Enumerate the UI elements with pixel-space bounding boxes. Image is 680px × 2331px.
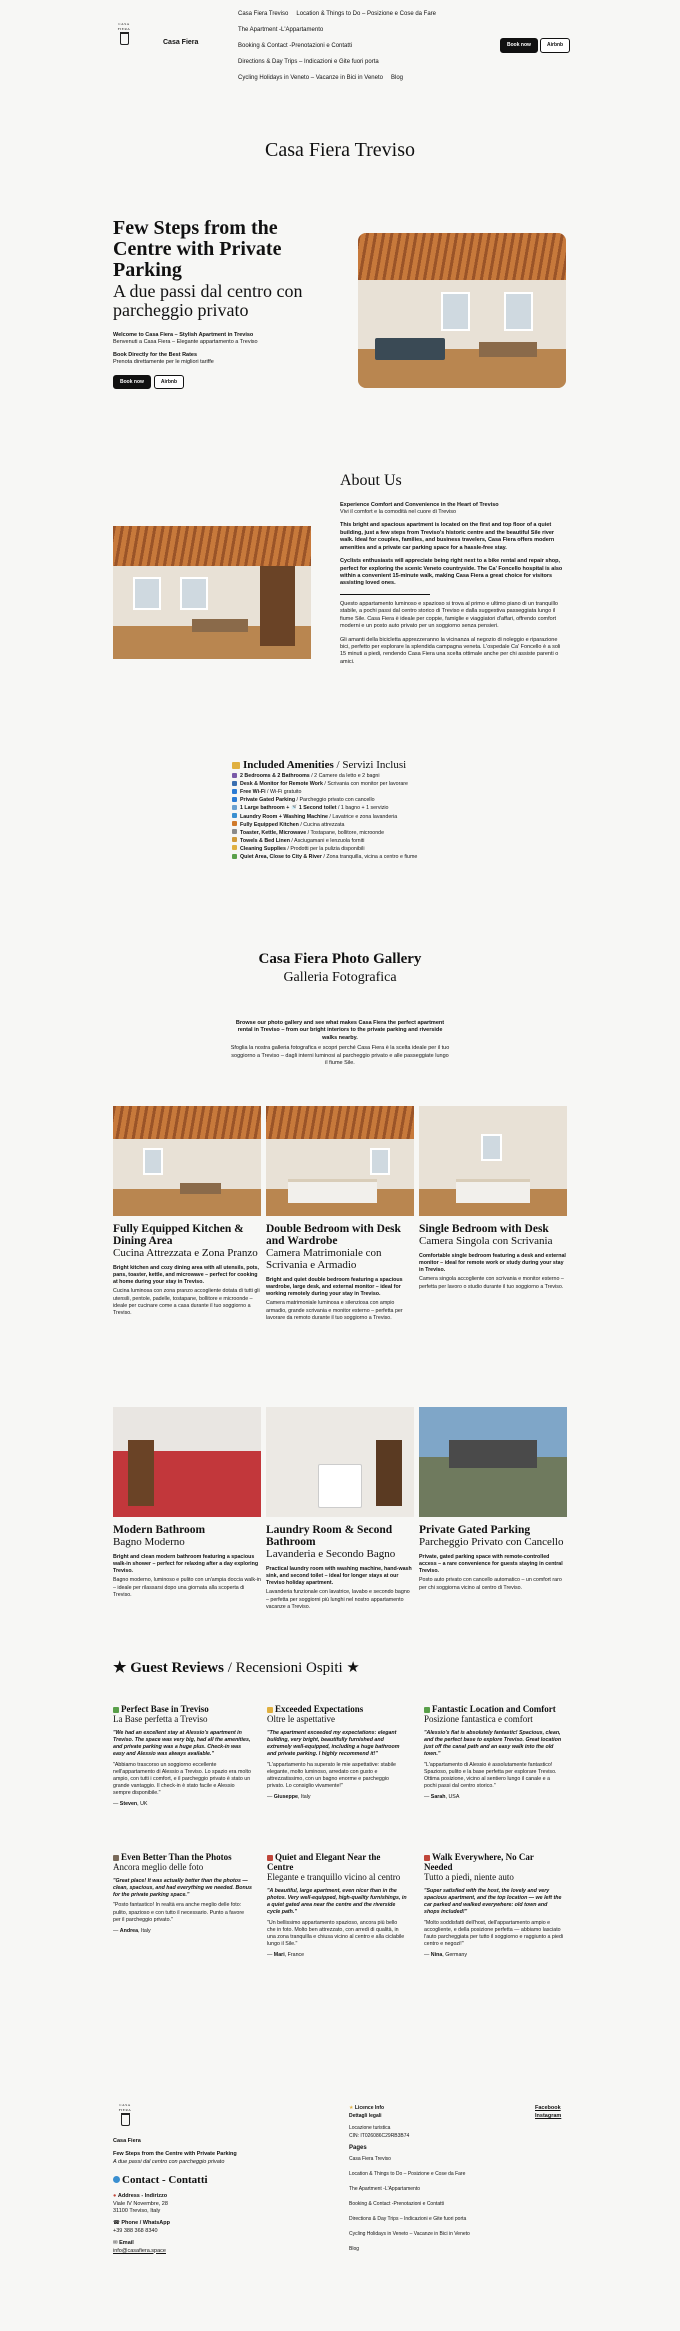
amenity-label-en: Private Gated Parking [240,797,296,804]
review-quote-en: "The apartment exceeded my expectations: elegant building, very bright, beautifully furnished and extremely well-equipped, including a huge bathroom and private parking. I highly recommend it!" [267,1730,400,1758]
gallery-card-title: Private Gated Parking [419,1524,531,1536]
gallery-photo[interactable] [113,1106,261,1216]
amenities-list [232,772,492,861]
review-author: — Mari, France [267,1952,305,1959]
review-author: — Andrea, Italy [113,1927,151,1934]
review-author: — Sarah, USA [424,1794,460,1801]
hero-subtitle: A due passi dal centro con parcheggio privato [113,281,303,320]
amenity-icon [232,789,237,794]
review-quote-en: "Alessio's flat is absolutely fantastic! Spacious, clean, and the perfect base to explore Treviso. Great location just off the canal path and an easy walk into the old town." [424,1730,562,1758]
licence-label: Licence Info [354,2105,385,2111]
amenity-icon [232,781,237,786]
about-photo [113,526,311,659]
pages-label: Pages [349,2145,367,2151]
amenity-item [232,796,492,804]
about-p1: This bright and spacious apartment is located on the first and top floor of a quiet building, just a few steps from Treviso's historic centre and the beautiful Sile river walk. Ideal for couples, families, and business travelers, Casa Fiera offers modern amenities and a private car parking space for a hassle-free stay. [340,522,555,551]
gallery-card-desc-en [113,1554,261,1575]
footer-page-link[interactable]: Casa Fiera Treviso [349,2156,391,2162]
review-quote-en: "Super satisfied with the host, the lovely and very spacious apartment, and the top location — we left the car parked and walked everywhere: old town and shops included!" [424,1888,562,1916]
amenity-label-it: / Prodotti per la pulizia disponibili [285,845,365,852]
review-author-country: , Italy [297,1794,311,1801]
header-book-now-button[interactable]: Book now [500,38,538,53]
star-icon: ★ [349,2105,354,2111]
gallery-card [266,1407,414,1613]
review-card [424,1704,564,1801]
gallery-header [0,949,680,988]
review-title [267,1852,407,1872]
gallery-intro [0,1020,680,1071]
review-title [267,1704,407,1714]
review-author-name: Andrea [119,1927,139,1934]
review-subtitle: Oltre le aspettative [267,1714,335,1724]
footer-logo[interactable] [113,2103,137,2129]
review-card [113,1852,253,1935]
gallery-photo[interactable] [419,1407,567,1517]
amenity-label-it: / 1 bagno + 1 servizio [336,805,389,812]
gallery-card-desc-en [419,1554,567,1575]
logo-text: CASA FIERA [117,22,131,31]
footer-page-link[interactable]: Blog [349,2246,360,2252]
review-author-name: Nina [430,1952,443,1959]
review-author-country: , USA [445,1794,460,1801]
email-label: Email [119,2240,134,2247]
review-author-name: Mari [273,1952,285,1959]
gallery-title: Casa Fiera Photo Gallery [258,951,422,967]
gallery-subtitle: Galleria Fotografica [283,970,397,986]
review-card [267,1704,407,1801]
amenity-label-en: Fully Equipped Kitchen [240,821,299,828]
review-title [424,1852,564,1872]
cup-icon [120,32,129,45]
review-icon [424,1855,430,1861]
book-direct-bold: Book Directly for the Best Rates [113,351,198,358]
amenity-item [232,829,492,837]
gallery-card-desc-it: Camera matrimoniale luminosa e silenziosa con ampio armadio, grande scrivania e monitor esterno – perfetta per lavorare da remoto durante il tuo soggiorno a Treviso. [266,1300,403,1321]
gallery-card [419,1106,567,1293]
review-card [113,1704,253,1808]
globe-icon [113,2176,120,2183]
review-subtitle: Elegante e tranquillo vicino al centro [267,1872,401,1882]
nav-item-cycling[interactable]: Cycling Holidays in Veneto – Vacanze in Bici in Veneto [238,75,383,81]
gallery-intro-it: Sfoglia la nostra galleria fotografica e scopri perché Casa Fiera è la scelta ideale per il tuo soggiorno a Treviso – dagli interni luminosi al parcheggio privato e alle passeggiate lungo il fiume Sile. [230,1045,450,1067]
footer-brand: Casa Fiera [113,2138,141,2144]
amenities-title: Included Amenities / Servizi Inclusi [232,761,492,769]
review-quote-en: "Great place! It was actually better than the photos — clean, spacious, and had everything we needed. Bonus for the private parking space." [113,1878,252,1899]
phone-label: Phone / WhatsApp [121,2220,170,2227]
address-line-1: Viale IV Novembre, 28 [113,2200,168,2207]
amenity-item [232,853,492,861]
nav-item-home[interactable]: Casa Fiera Treviso [238,11,289,17]
reviews-title: ★ Guest Reviews / Recensioni Ospiti ★ [113,1660,360,1676]
review-author-country: , Germany [442,1952,467,1959]
amenity-label-it: / Parcheggio privato con cancello [295,797,375,804]
gallery-card-desc-it: Bagno moderno, luminoso e pulito con un'ampia doccia walk-in – ideale per rilassarsi dopo una giornata alla scoperta di Treviso. [113,1577,261,1598]
legal-label: Dettagli legali [349,2113,382,2119]
address-label: Address - Indirizzo [117,2193,168,2200]
pin-icon: ● [113,2193,117,2200]
amenity-label-it: / Scrivania con monitor per lavorare [322,781,408,788]
review-title-text: Quiet and Elegant Near the Centre [267,1852,381,1872]
review-quote-it: "L'appartamento ha superato le mie aspettative: stabile elegante, molto luminoso, arredato con gusto e attrezzatissimo, con un bagno enorme e parcheggio privato. Lo consiglio vivamente!" [267,1761,396,1789]
cup-icon [121,2113,130,2126]
gallery-card-subtitle: Camera Singola con Scrivania [419,1235,553,1247]
nav-item-blog[interactable]: Blog [390,75,403,81]
gallery-photo[interactable] [113,1407,261,1517]
amenity-icon [232,829,237,834]
footer-tagline: Few Steps from the Centre with Private Parking [113,2151,237,2158]
gallery-card-desc-bold: Bright kitchen and cozy dining area with all utensils, pots, pans, toaster, kettle, and microwave – perfect for cooking at home during your stay in Treviso. [113,1265,259,1286]
contact-title: Contact - Contatti [122,2174,208,2187]
review-icon [267,1707,273,1713]
review-title-text: Perfect Base in Treviso [121,1704,209,1714]
footer-page-link[interactable]: Booking & Contact -Prenotazioni e Contatti [349,2201,445,2207]
amenity-item [232,788,492,796]
hero-section [113,218,333,389]
amenity-label-it: / Zona tranquilla, vicina a centro e fiume [321,854,418,861]
welcome-it: Benvenuti a Casa Fiera – Elegante appartamento a Treviso [113,339,258,346]
email-icon: ✉ [113,2240,118,2247]
sparkle-icon [232,762,240,769]
review-author: — Giuseppe, Italy [267,1794,311,1801]
gallery-intro-bold: Browse our photo gallery and see what makes Casa Fiera the perfect apartment rental in Treviso – from our bright interiors to the private parking and riverside walks nearby. [235,1020,445,1041]
about-p4: Gli amanti della bicicletta apprezzeranno la vicinanza al negozio di noleggio e riparazione bici, perfetto per esplorare la splendida campagna veneta. L'ospedale Ca' Foncello è a soli 15 minuti a piedi, rendendo Casa Fiera una scelta ottimale anche per chi assiste parenti o amici. [340,636,561,665]
amenity-label-en: 1 Large bathroom + 🚿 1 Second toilet [240,805,337,812]
gallery-card-subtitle: Lavanderia e Secondo Bagno [266,1548,396,1560]
gallery-card-subtitle: Bagno Moderno [113,1536,185,1548]
gallery-card-desc-en [266,1566,414,1587]
phone-value[interactable]: +39 388 368 8340 [113,2227,158,2234]
site-logo[interactable] [112,22,136,48]
nav-item-booking[interactable]: Booking & Contact -Prenotazioni e Contatti [238,43,353,49]
amenity-icon [232,805,237,810]
phone-icon: ☎ [113,2220,120,2227]
gallery-card-subtitle: Cucina Attrezzata e Zona Pranzo [113,1247,258,1259]
amenity-icon [232,813,237,818]
amenity-item [232,837,492,845]
review-card [267,1852,407,1959]
gallery-card-desc-bold: Comfortable single bedroom featuring a desk and external monitor – ideal for remote work or study during your stay in Treviso. [419,1253,566,1274]
amenity-item [232,780,492,788]
address-line-2: 31100 Treviso, Italy [113,2207,161,2214]
amenity-label-en: 2 Bedrooms & 2 Bathrooms [240,773,310,780]
amenity-label-en: Quiet Area, Close to City & River [240,854,322,861]
gallery-card-desc-it: Posto auto privato con cancello automatico – un comfort raro per chi soggiorna vicino al centro di Treviso. [419,1577,562,1591]
amenity-label-it: / 2 Camere da letto e 2 bagni [309,773,380,780]
review-subtitle: Tutto a piedi, niente auto [424,1872,514,1882]
book-direct-it: Prenota direttamente per le migliori tariffe [113,359,214,366]
amenity-icon [232,773,237,778]
review-title-text: Even Better Than the Photos [121,1852,232,1862]
amenity-icon [232,845,237,850]
amenity-label-en: Cleaning Supplies [240,845,286,852]
review-title [424,1704,564,1714]
amenity-label-it: / Wi-Fi gratuito [265,789,302,796]
review-subtitle: Ancora meglio delle foto [113,1862,204,1872]
gallery-card-title: Laundry Room & Second Bathroom [266,1524,393,1548]
review-icon [113,1707,119,1713]
gallery-card [113,1106,261,1319]
review-title-text: Fantastic Location and Comfort [432,1704,556,1714]
review-quote-en: "We had an excellent stay at Alessio's apartment in Treviso. The space was very big, had all the amenities, and private parking was a huge plus. Check-in was easy and Alessio was always available." [113,1730,251,1758]
review-subtitle: La Base perfetta a Treviso [113,1714,208,1724]
page-title: Casa Fiera Treviso [265,139,415,161]
amenity-item [232,772,492,780]
site-header [0,0,680,81]
header-airbnb-button[interactable]: Airbnb [540,38,570,53]
amenity-item [232,821,492,829]
review-title [113,1852,253,1862]
about-lead-bold: Experience Comfort and Convenience in the Heart of Treviso [340,501,499,508]
gallery-card-title: Single Bedroom with Desk [419,1223,549,1235]
gallery-card-desc-bold: Bright and clean modern bathroom featuring a spacious walk-in shower – perfect for relaxing after a day exploring Treviso. [113,1554,259,1575]
hero-living-room-photo [358,233,566,388]
cin-text: CIN: IT026086C29RB3B74 [349,2133,410,2139]
review-author-country: , Italy [138,1927,151,1934]
footer-tagline-it: A due passi dal centro con parcheggio privato [113,2158,225,2165]
about-p3: Questo appartamento luminoso e spazioso si trova al primo e ultimo piano di un tranquillo stabile, a pochi passi dal centro storico di Treviso e dalla suggestiva passeggiata lungo il fiume Sile. Casa Fiera è ideale per coppie, famiglie e viaggiatori d'affari, offrendo comfort moderni e un posto auto privato per un soggiorno senza pensieri. [340,600,558,630]
amenity-item [232,813,492,821]
review-author-name: Steven [119,1801,138,1808]
review-title [113,1704,253,1714]
amenity-label-en: Toaster, Kettle, Microwave [240,829,307,836]
footer-social [535,2104,561,2120]
amenity-label-en: Free Wi-Fi [240,789,266,796]
gallery-card [419,1407,567,1594]
site-brand[interactable]: Casa Fiera [163,39,199,46]
amenity-icon [232,797,237,802]
nav-item-apartment[interactable]: The Apartment -L'Appartamento [238,27,324,33]
gallery-photo[interactable] [266,1407,414,1517]
review-quote-it: "Un bellissimo appartamento spazioso, ancora più bello che in foto. Molto ben attrezzato, con arredi di qualità, in una zona tranquilla e chiusa vicino al centro e alla ciclabile lungo il Sile." [267,1919,405,1947]
amenity-icon [232,854,237,859]
amenity-item [232,804,492,812]
footer-page-link[interactable]: Directions & Day Trips – Indicazioni e Gite fuori porta [349,2216,467,2222]
email-link[interactable]: info@casafiera.space [113,2247,166,2254]
hero-book-now-button[interactable]: Book now [113,375,151,390]
review-quote-it: "L'appartamento di Alessio è assolutamente fantastico! Spazioso, pulito e la base perfetta per esplorare Treviso. Ottima posizione, vicino al sentiero lungo il canale e a pochi passi dal centro storico." [424,1761,557,1789]
hero-airbnb-button[interactable]: Airbnb [154,375,184,390]
gallery-card-desc-it: Lavanderia funzionale con lavatrice, lavabo e secondo bagno – perfetta per soggiorni più lunghi nel nostro appartamento vacanze a Treviso. [266,1589,410,1610]
gallery-card-desc-bold: Practical laundry room with washing machine, hand-wash sink, and second toilet – ideal for longer stays at our Treviso holiday apartment. [266,1566,412,1587]
gallery-card-desc-it: Camera singola accogliente con scrivania e monitor esterno – perfetta per lavoro o studio durante il tuo soggiorno a Treviso. [419,1276,564,1290]
gallery-card-desc-en [419,1253,567,1274]
review-title-text: Exceeded Expectations [275,1704,364,1714]
main-nav [238,6,478,86]
about-title: About Us [340,472,402,489]
gallery-card [266,1106,414,1324]
divider [340,594,430,595]
review-title-text: Walk Everywhere, No Car Needed [424,1852,534,1872]
gallery-card-title: Double Bedroom with Desk and Wardrobe [266,1223,401,1247]
amenity-label-it: / Lavatrice e zona lavanderia [327,813,398,820]
footer-logo-text: CASA FIERA [118,2103,132,2112]
review-quote-en: "A beautiful, large apartment, even nicer than in the photos. Very well-equipped, high-quality furnishings, in a quiet gated area near the centre and the riverside cycle path." [267,1888,407,1916]
review-author-country: , UK [137,1801,148,1808]
gallery-photo[interactable] [419,1106,567,1216]
review-quote-it: "Abbiamo trascorso un soggiorno eccellente nell'appartamento di Alessio a Treviso. Lo spazio era molto ampio, con tutti i comfort, e il parcheggio privato è stato un grande vantaggio. Il check-in è stato facile e Alessio sempre disponibile." [113,1761,251,1797]
gallery-card-title: Modern Bathroom [113,1524,206,1536]
gallery-card-title: Fully Equipped Kitchen & Dining Area [113,1223,244,1247]
review-quote-it: "Posto fantastico! In realtà era anche meglio delle foto: pulito, spazioso e con tutto il necessario. Punto a favore per il parcheggio privato." [113,1902,245,1923]
review-icon [424,1707,430,1713]
gallery-card [113,1407,261,1601]
amenity-icon [232,821,237,826]
gallery-card-desc-en [113,1265,261,1286]
amenities-section [232,761,492,861]
gallery-card-desc-bold: Private, gated parking space with remote-controlled access – a rare convenience for guests staying in central Treviso. [419,1554,563,1575]
locazione-text: Locazione turistica [349,2125,391,2131]
amenity-item [232,845,492,853]
review-subtitle: Posizione fantastica e comfort [424,1714,533,1724]
amenity-label-it: / Tostapane, bollitore, microonde [306,829,385,836]
review-author-name: Giuseppe [273,1794,298,1801]
nav-item-location[interactable]: Location & Things to Do – Posizione e Cose da Fare [296,11,436,17]
welcome-bold: Welcome to Casa Fiera – Stylish Apartment in Treviso [113,332,254,338]
gallery-card-desc-it: Cucina luminosa con zona pranzo accogliente dotata di tutti gli utensili, pentole, padelle, tostapane, bollitore e microonde – ideale per cucinare come a casa durante il tuo soggiorno a Treviso. [113,1288,260,1316]
review-author: — Nina, Germany [424,1952,467,1959]
hero-title: Few Steps from the Centre with Private Parking [113,217,282,281]
review-author-name: Sarah [430,1794,446,1801]
nav-item-directions[interactable]: Directions & Day Trips – Indicazioni e Gite fuori porta [238,59,379,65]
gallery-card-subtitle: Camera Matrimoniale con Scrivania e Armadio [266,1247,382,1271]
about-p2: Cyclists enthusiasts will appreciate being right next to a bike rental and repair shop, perfect for exploring the scenic Veneto countryside. The Ca' Foncello hospital is also within a convenient 15-minute walk, making Casa Fiera a great choice for visitors assisting loved ones. [340,558,563,587]
review-quote-it: "Molto soddisfatti dell'host, dell'appartamento ampio e accogliente, e della posizione perfetta — abbiamo lasciato l'auto parcheggiata per tutto il soggiorno e raggiunto a piedi centro e negozi!" [424,1919,564,1947]
about-lead-it: Vivi il comfort e la comodità nel cuore di Treviso [340,509,457,516]
amenity-label-en: Desk & Monitor for Remote Work [240,781,323,788]
footer-contact [113,2138,263,2255]
facebook-link[interactable]: Facebook [535,2105,561,2111]
review-author: — Steven, UK [113,1801,148,1808]
gallery-card-desc-bold: Bright and quiet double bedroom featuring a spacious wardrobe, large desk, and external monitor – ideal for working remotely during your stay in Treviso. [266,1277,403,1298]
footer-page-link[interactable]: Cycling Holidays in Veneto – Vacanze in Bici in Veneto [349,2231,470,2237]
amenity-label-it: / Asciugamani e lenzuola forniti [289,837,365,844]
footer-page-link[interactable]: The Apartment -L'Appartamento [349,2186,420,2192]
review-author-country: , France [284,1952,305,1959]
about-section [340,470,568,672]
review-icon [267,1855,273,1861]
gallery-card-desc-en [266,1277,414,1298]
footer-legal [349,2104,499,2257]
footer-page-link[interactable]: Location & Things to Do – Posizione e Cose da Fare [349,2171,466,2177]
review-card [424,1852,564,1959]
gallery-photo[interactable] [266,1106,414,1216]
amenity-label-en: Laundry Room + Washing Machine [240,813,328,820]
gallery-card-subtitle: Parcheggio Privato con Cancello [419,1536,564,1548]
amenity-label-it: / Cucina attrezzata [298,821,345,828]
instagram-link[interactable]: Instagram [535,2113,562,2119]
review-icon [113,1855,119,1861]
amenity-label-en: Towels & Bed Linen [240,837,290,844]
amenity-icon [232,837,237,842]
